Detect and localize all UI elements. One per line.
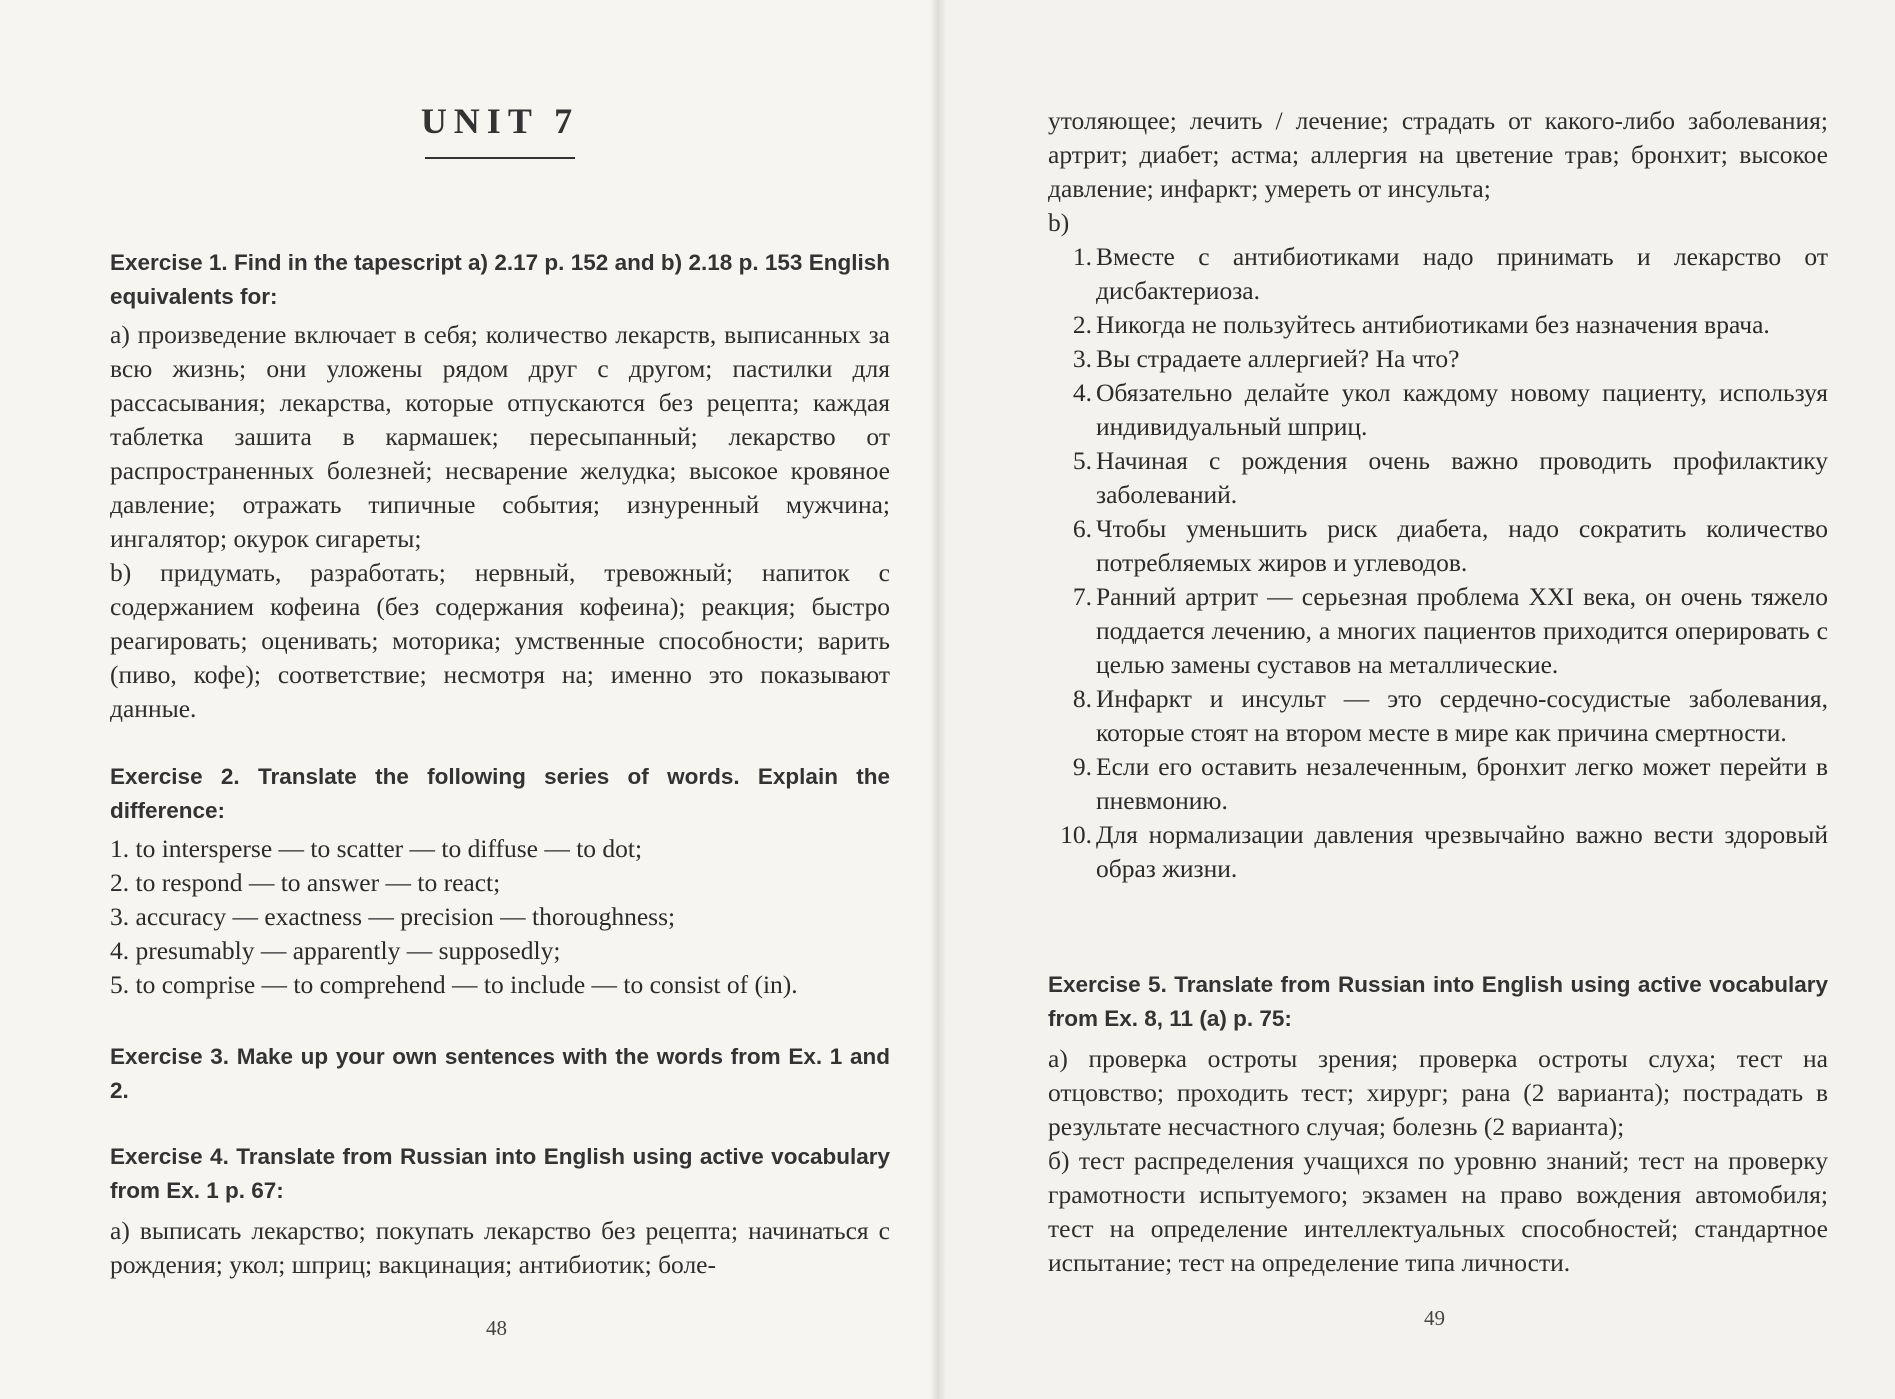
exercise-5-heading: Exercise 5. Translate from Russian into English using active vocabulary from Ex. 8, 11 (a) p. 75:: [1048, 972, 1828, 1031]
unit-title: UNIT 7: [420, 101, 580, 141]
exercise-1-part-a: a) произведение включает в себя; количество лекарств, выписанных за всю жизнь; они уложены рядом друг с другом; пастилки для рассасывания; лекарства, которые отпускаются без рецепта; каждая таблетка зашита в кармашек; пересыпанный; лекарство от распространенных болезней; несварение желудка; высокое кровяное давление; отражать типичные события; изнуренный мужчина; ингалятор; окурок сигареты;: [110, 320, 890, 553]
exercise-5-part-b: б) тест распределения учащихся по уровню знаний; тест на проверку грамотности испытуемого; экзамен на право вождения автомобиля; тест на определение интеллектуальных способностей; стандартное испытание; тест на определение типа личности.: [1048, 1146, 1828, 1277]
book-gutter: [930, 0, 946, 1399]
list-item: 3. Вы страдаете аллергией? На что?: [1072, 344, 1460, 373]
list-item: 3. accuracy — exactness — precision — thoroughness;: [110, 902, 676, 931]
exercise-4: [110, 1140, 890, 1282]
list-item: 5. Начиная с рождения очень важно проводить профилактику заболеваний.: [1072, 446, 1828, 509]
list-item: 4. Обязательно делайте укол каждому новому пациенту, используя индивидуальный шприц.: [1072, 378, 1828, 441]
exercise-4-continued: [1048, 104, 1828, 886]
exercise-2: [110, 760, 890, 1002]
exercise-4-continued-text: утоляющее; лечить / лечение; страдать от какого-либо заболевания; артрит; диабет; астма; аллергия на цветение трав; бронхит; высокое давление; инфаркт; умереть от инсульта;: [1048, 106, 1828, 203]
exercise-1-heading: Exercise 1. Find in the tapescript a) 2.17 p. 152 and b) 2.18 p. 153 English equivalents for:: [110, 250, 890, 309]
list-item: 10. Для нормализации давления чрезвычайно важно вести здоровый образ жизни.: [1060, 820, 1828, 883]
list-item: 4. presumably — apparently — supposedly;: [110, 936, 561, 965]
list-item: 8. Инфаркт и инсульт — это сердечно-сосудистые заболевания, которые стоят на втором месте в мире как причина смертности.: [1072, 684, 1828, 747]
exercise-5: [1048, 968, 1828, 1280]
page-number-left: 48: [486, 1316, 507, 1340]
exercise-4-part-a: a) выписать лекарство; покупать лекарство без рецепта; начинаться с рождения; укол; шприц; вакцинация; антибиотик; боле-: [110, 1216, 890, 1279]
list-item: 1. Вместе с антибиотиками надо принимать и лекарство от дисбактериоза.: [1072, 242, 1828, 305]
page-number-right: 49: [1424, 1306, 1445, 1330]
list-item: 9. Если его оставить незалеченным, бронхит легко может перейти в пневмонию.: [1072, 752, 1828, 815]
list-item: 2. to respond — to answer — to react;: [110, 868, 501, 897]
list-item: 2. Никогда не пользуйтесь антибиотиками без назначения врача.: [1072, 310, 1770, 339]
list-item: 6. Чтобы уменьшить риск диабета, надо сократить количество потребляемых жиров и углеводов.: [1072, 514, 1828, 577]
exercise-3-heading: Exercise 3. Make up your own sentences with the words from Ex. 1 and 2.: [110, 1044, 890, 1103]
list-item: 5. to comprise — to comprehend — to include — to consist of (in).: [110, 970, 798, 999]
exercise-1-body: [110, 318, 890, 726]
exercise-4-heading: Exercise 4. Translate from Russian into English using active vocabulary from Ex. 1 p. 67:: [110, 1144, 890, 1203]
exercise-1-part-b: b) придумать, разработать; нервный, тревожный; напиток с содержанием кофеина (без содержания кофеина); реакция; быстро реагировать; оценивать; моторика; умственные способности; варить (пиво, кофе); соответствие; несмотря на; именно это показывают данные.: [110, 558, 890, 723]
exercise-2-list: [110, 832, 890, 1002]
exercise-2-heading: Exercise 2. Translate the following series of words. Explain the difference:: [110, 764, 890, 823]
title-underline: [425, 157, 575, 159]
exercise-4-part-b-label: b): [1048, 208, 1070, 237]
exercise-3: [110, 1040, 890, 1108]
exercise-5-part-a: а) проверка остроты зрения; проверка остроты слуха; тест на отцовство; проходить тест; хирург; рана (2 варианта); пострадать в результате несчастного случая; болезнь (2 варианта);: [1048, 1044, 1828, 1141]
exercise-1: [110, 246, 890, 314]
exercise-4-list: [1048, 240, 1828, 886]
list-item: 1. to intersperse — to scatter — to diffuse — to dot;: [110, 834, 643, 863]
list-item: 7. Ранний артрит — серьезная проблема XXI века, он очень тяжело поддается лечению, а многих пациентов приходится оперировать с целью замены суставов на металлические.: [1072, 582, 1828, 679]
